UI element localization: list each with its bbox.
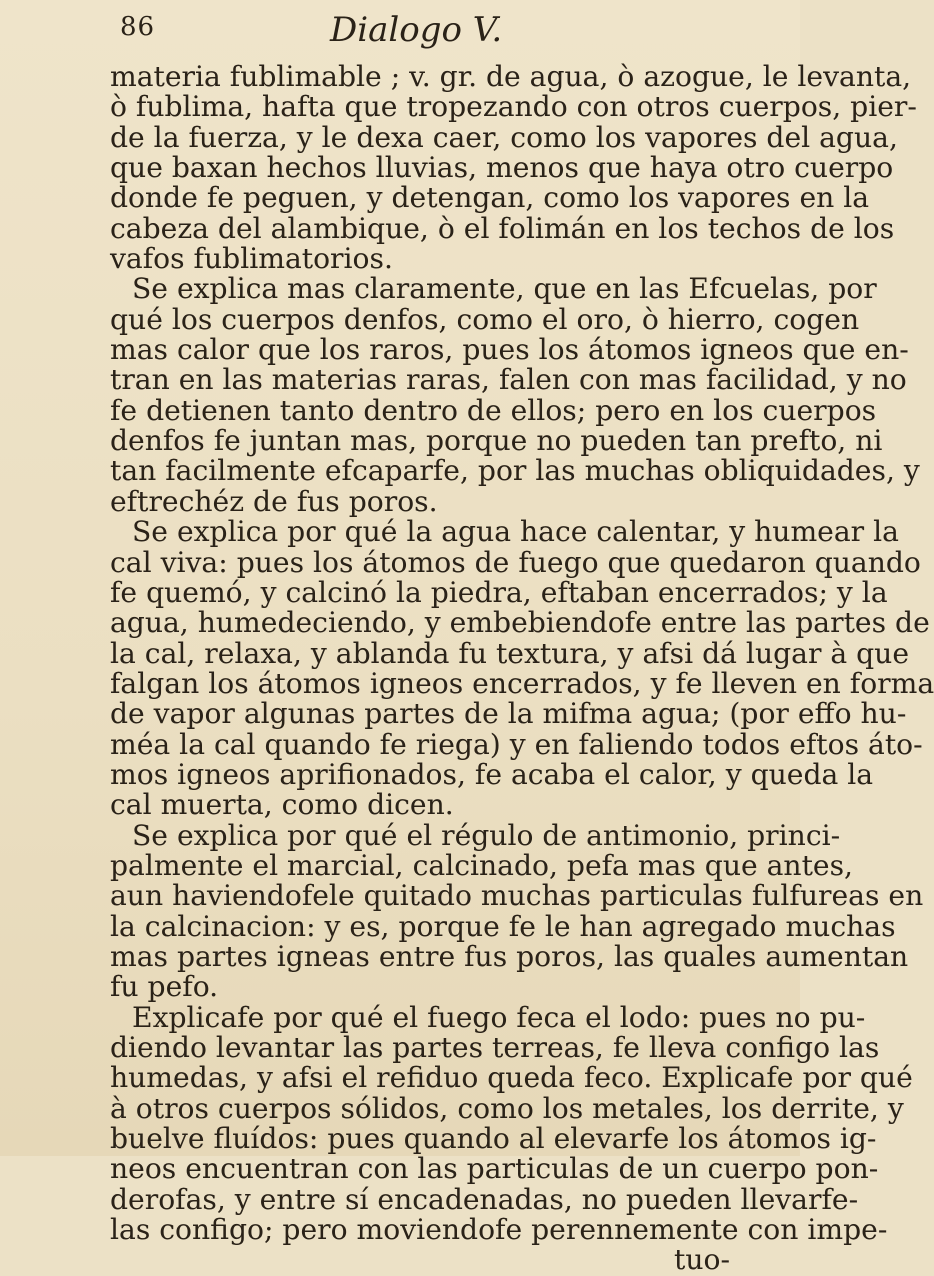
text-line: fe quemó, y calcinó la piedra, eftaban encerrados; y la bbox=[110, 575, 888, 609]
text-line: humedas, y afsi el refiduo queda feco. Explicafe por qué bbox=[110, 1061, 913, 1095]
text-line: materia fublimable ; v. gr. de agua, ò azogue, le levanta, bbox=[110, 60, 912, 93]
text-line: diendo levantar las partes terreas, fe lleva configo las bbox=[110, 1031, 880, 1064]
text-line: Se explica por qué el régulo de antimonio, princi- bbox=[132, 818, 841, 852]
text-line: derofas, y entre sí encadenadas, no pueden llevarfe- bbox=[110, 1182, 859, 1216]
text-line: mas partes igneas entre fus poros, las quales aumentan bbox=[110, 939, 909, 973]
text-line: ò fublima, hafta que tropezando con otros cuerpos, pier- bbox=[110, 90, 917, 124]
text-line: aun haviendofele quitado muchas particulas fulfureas en bbox=[110, 879, 924, 913]
text-line: palmente el marcial, calcinado, pefa mas que antes, bbox=[110, 848, 854, 882]
text-line: denfos fe juntan mas, porque no pueden tan prefto, ni bbox=[110, 424, 883, 458]
text-line: méa la cal quando fe riega) y en faliendo todos eftos áto- bbox=[110, 727, 923, 761]
text-line: tuo- bbox=[674, 1243, 730, 1276]
text-line: cal muerta, como dicen. bbox=[110, 788, 454, 822]
text-line: de vapor algunas partes de la mifma agua; (por effo hu- bbox=[110, 697, 907, 731]
text-line: Se explica mas claramente, que en las Efcuelas, por bbox=[132, 272, 877, 306]
text-line: la calcinacion: y es, porque fe le han agregado muchas bbox=[110, 909, 896, 943]
text-line: mos igneos aprifionados, fe acaba el calor, y queda la bbox=[110, 757, 874, 791]
text-line: qué los cuerpos denfos, como el oro, ò hierro, cogen bbox=[110, 302, 860, 336]
running-title: Dialogo V. bbox=[330, 10, 503, 50]
text-line: fu pefo. bbox=[110, 970, 219, 1004]
text-line: neos encuentran con las particulas de un cuerpo pon- bbox=[110, 1152, 879, 1186]
text-line: de la fuerza, y le dexa caer, como los vapores del agua, bbox=[110, 120, 898, 154]
page-header bbox=[0, 10, 800, 50]
text-line: buelve fluídos: pues quando al elevarfe los átomos ig- bbox=[110, 1122, 877, 1156]
text-line: cabeza del alambique, ò el folimán en los techos de los bbox=[110, 211, 895, 245]
page-number: 86 bbox=[120, 12, 156, 42]
text-line: agua, humedeciendo, y embebiendofe entre las partes de bbox=[110, 606, 930, 640]
text-line: tran en las materias raras, falen con mas facilidad, y no bbox=[110, 363, 907, 397]
text-line: mas calor que los raros, pues los átomos igneos que en- bbox=[110, 333, 909, 367]
text-line: donde fe peguen, y detengan, como los vapores en la bbox=[110, 181, 870, 215]
text-line: vafos fublimatorios. bbox=[110, 242, 393, 276]
text-line: las configo; pero moviendofe perennemente con impe- bbox=[110, 1213, 888, 1247]
text-line: la cal, relaxa, y ablanda fu textura, y afsi dá lugar à que bbox=[110, 636, 910, 670]
text-line: à otros cuerpos sólidos, como los metales, los derrite, y bbox=[110, 1091, 904, 1125]
text-line: fe detienen tanto dentro de ellos; pero en los cuerpos bbox=[110, 393, 877, 427]
text-line: falgan los átomos igneos encerrados, y fe lleven en forma bbox=[110, 666, 934, 700]
text-line: Explicafe por qué el fuego feca el lodo: pues no pu- bbox=[132, 1000, 866, 1034]
text-line: tan facilmente efcaparfe, por las muchas obliquidades, y bbox=[110, 454, 920, 488]
text-line: cal viva: pues los átomos de fuego que quedaron quando bbox=[110, 545, 921, 579]
body-text bbox=[110, 60, 934, 1276]
text-line: Se explica por qué la agua hace calentar, y humear la bbox=[132, 515, 899, 549]
text-line: eftrechéz de fus poros. bbox=[110, 484, 438, 518]
text-line: que baxan hechos lluvias, menos que haya otro cuerpo bbox=[110, 151, 894, 185]
